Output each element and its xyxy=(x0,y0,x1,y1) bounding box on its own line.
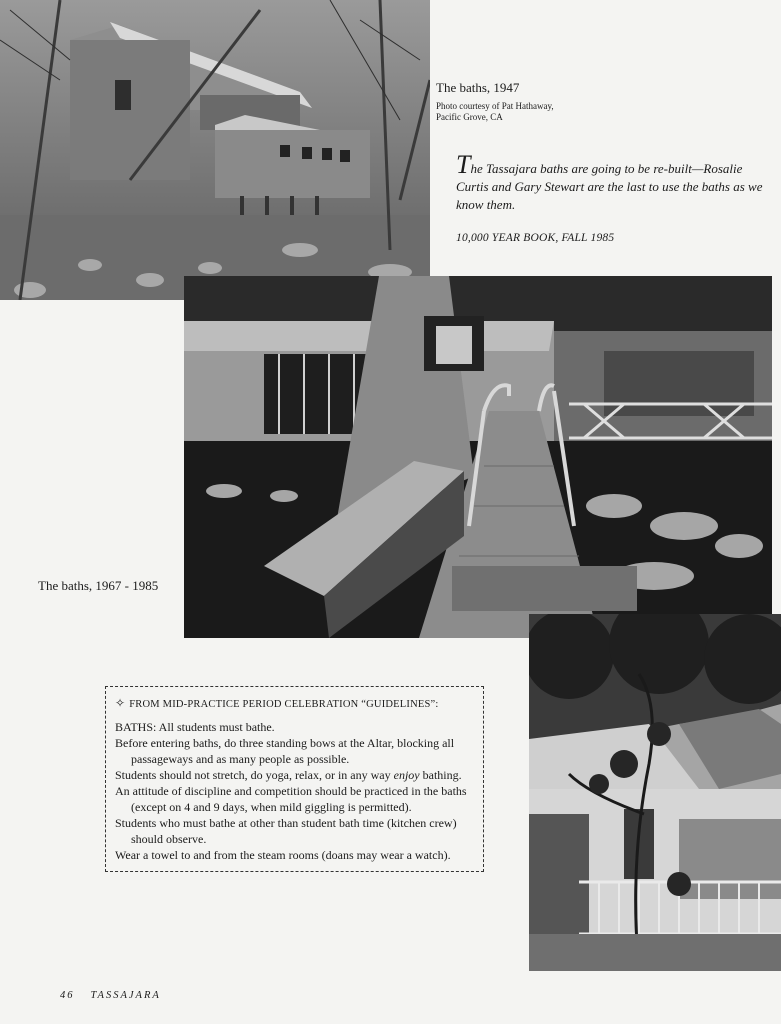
guidelines-box xyxy=(105,686,484,872)
photo-credit-line2: Pacific Grove, CA xyxy=(436,112,503,122)
running-title: TASSAJARA xyxy=(90,990,161,1001)
guideline-item xyxy=(115,767,475,783)
guideline-item: Students who must bathe at other than student bath time (kitchen crew) should observe. xyxy=(115,816,457,846)
guidelines-heading-text: FROM MID-PRACTICE PERIOD CELEBRATION “GUIDELINES”: xyxy=(129,699,439,710)
fleuron-icon: ✧ xyxy=(115,696,126,710)
page-number: 46 xyxy=(60,990,75,1001)
guidelines-heading xyxy=(115,695,475,713)
quote-block xyxy=(456,150,774,214)
caption-baths-1947 xyxy=(436,80,736,123)
guideline-item: Before entering baths, do three standing bows at the Altar, blocking all passageways and as many people as possible. xyxy=(115,736,455,766)
photo-baths-1967-1985 xyxy=(184,276,772,638)
guideline-item: Wear a towel to and from the steam rooms (doans may wear a watch). xyxy=(115,848,451,862)
guideline-emphasis: enjoy xyxy=(393,768,420,782)
guideline-stretch-text: Students should not stretch, do yoga, relax, or in any way xyxy=(115,768,394,782)
guideline-item: An attitude of discipline and competition should be practiced in the baths (except on 4 and 9 days, when mild giggling is permitted). xyxy=(115,784,467,814)
photo-credit-line1: Photo courtesy of Pat Hathaway, xyxy=(436,101,554,111)
quote-source: 10,000 YEAR BOOK, FALL 1985 xyxy=(456,232,615,244)
photo-baths-1947 xyxy=(0,0,430,300)
page-footer xyxy=(60,990,177,1001)
quote-text: he Tassajara baths are going to be re-built—Rosalie Curtis and Gary Stewart are the last to use the baths as we know them. xyxy=(456,161,763,212)
photo-title: The baths, 1947 xyxy=(436,80,520,95)
guideline-stretch-end: bathing. xyxy=(422,768,462,782)
guideline-item: BATHS: All students must bathe. xyxy=(115,720,275,734)
caption-baths-1967-1985: The baths, 1967 - 1985 xyxy=(38,578,159,593)
photo-baths-building xyxy=(529,614,781,971)
quote-dropcap: T xyxy=(456,150,471,179)
